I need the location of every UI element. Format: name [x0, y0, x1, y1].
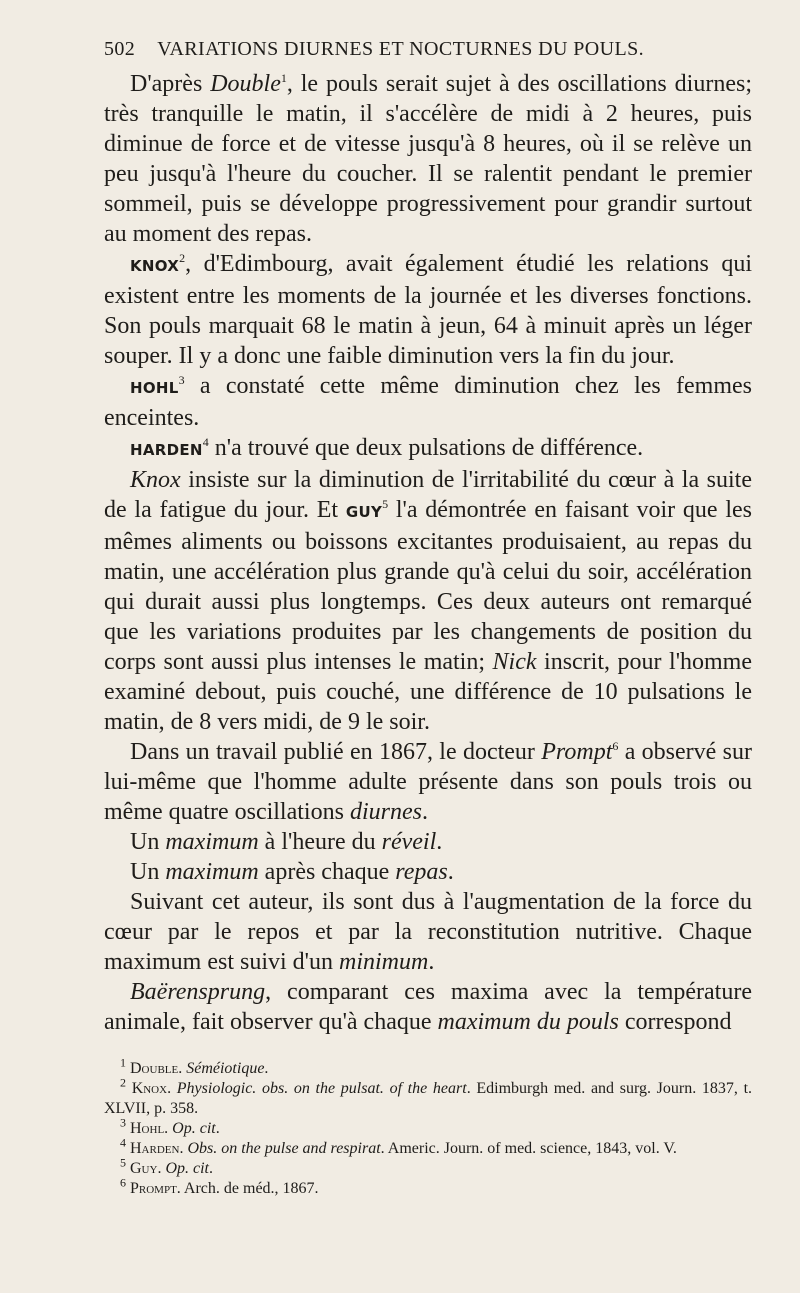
paragraph-harden: HARDEN$^4$ n'a trouvé que deux pulsations de différence. — [130, 435, 644, 461]
body-text — [104, 69, 752, 1037]
footnote: $^5$ Guy. Op. cit. — [120, 1155, 213, 1177]
paragraph-maximum-repas: Un maximum après chaque repas. — [130, 859, 454, 885]
author-name: HOHL — [130, 379, 179, 397]
footnote: $^4$ Harden. Obs. on the pulse and respirat. Americ. Journ. of med. science, 1843, vol. V. — [120, 1135, 677, 1157]
footnote: $^3$ Hohl. Op. cit. — [120, 1115, 220, 1137]
footnotes — [104, 1055, 753, 1199]
footnote-ref: 1 — [280, 71, 287, 85]
paragraph-double: D'après Double$^1$, le pouls serait sujet à des oscillations diurnes; très tranquille le matin, il s'accélère de midi à 2 heures, puis diminue de force et de vitesse jusqu'à 8 heures, où il se relève un peu jusqu'à l'heure du coucher. Il se ralentit pendant le premier sommeil, puis se développe progressivement pour grandir surtout au moment des repas. — [104, 71, 752, 247]
paragraph-baerensprung: Baërensprung, comparant ces maxima avec la température animale, fait observer qu'à chaque maximum du pouls correspond — [104, 979, 752, 1035]
author-name: Double — [210, 71, 281, 97]
author-name: Baërensprung — [130, 979, 266, 1005]
footnote: $^1$ Double. Séméiotique. — [120, 1055, 269, 1077]
author-name: HARDEN — [130, 441, 203, 459]
footnote: $^6$ Prompt. Arch. de méd., 1867. — [120, 1175, 319, 1197]
paragraph-maximum-reveil: Un maximum à l'heure du réveil. — [130, 829, 443, 855]
author-name: Knox — [130, 467, 181, 493]
paragraph-knox-guy: Knox insiste sur la diminution de l'irritabilité du cœur à la suite de la fatigue du jour. Et GUY$^5$ l'a démontrée en faisant voir que les mêmes aliments ou boissons excitantes produisaient, au repas du matin, une accélération plus grande qu'à celui du soir, accélération qui durait aussi plus longtemps. Ces deux auteurs ont remarqué que les variations produites par les changements de position du corps sont aussi plus intenses le matin; Nick inscrit, pour l'homme examiné debout, puis couché, une différence de 10 pulsations le matin, de 8 vers midi, de 9 le soir. — [104, 467, 752, 735]
paragraph-prompt: Dans un travail publié en 1867, le docteur Prompt$^6$ a observé sur lui-même que l'homme adulte présente dans son pouls trois ou même quatre oscillations diurnes. — [104, 739, 752, 825]
footnote-ref: 6 — [612, 739, 619, 753]
running-title: VARIATIONS DIURNES ET NOCTURNES DU POULS. — [157, 38, 645, 60]
author-name: GUY — [345, 503, 383, 521]
paragraph-minimum: Suivant cet auteur, ils sont dus à l'augmentation de la force du cœur par le repos et par la reconstitution nutritive. Chaque maximum est suivi d'un minimum. — [104, 889, 752, 975]
footnote: $^2$ Knox. Physiologic. obs. on the pulsat. of the heart. Edimburgh med. and surg. Journ. 1837, t. XLVII, p. 358. — [104, 1075, 753, 1117]
author-name: KNOX — [130, 257, 180, 275]
author-name: Nick — [492, 649, 537, 675]
author-name: Prompt — [541, 739, 613, 765]
page-number: 502 — [104, 38, 136, 60]
paragraph-hohl: HOHL$^3$ a constaté cette même diminution chez les femmes enceintes. — [104, 373, 752, 431]
footnote-ref: 3 — [178, 373, 185, 387]
footnote-ref: 5 — [382, 497, 389, 511]
running-head — [104, 38, 752, 61]
footnote-ref: 2 — [179, 251, 186, 265]
footnote-ref: 4 — [202, 435, 209, 449]
paragraph-knox: KNOX$^2$, d'Edimbourg, avait également étudié les relations qui existent entre les moments de la journée et les diverses fonctions. Son pouls marquait 68 le matin à jeun, 64 à minuit après un léger souper. Il y a donc une faible diminution vers la fin du jour. — [104, 251, 752, 369]
